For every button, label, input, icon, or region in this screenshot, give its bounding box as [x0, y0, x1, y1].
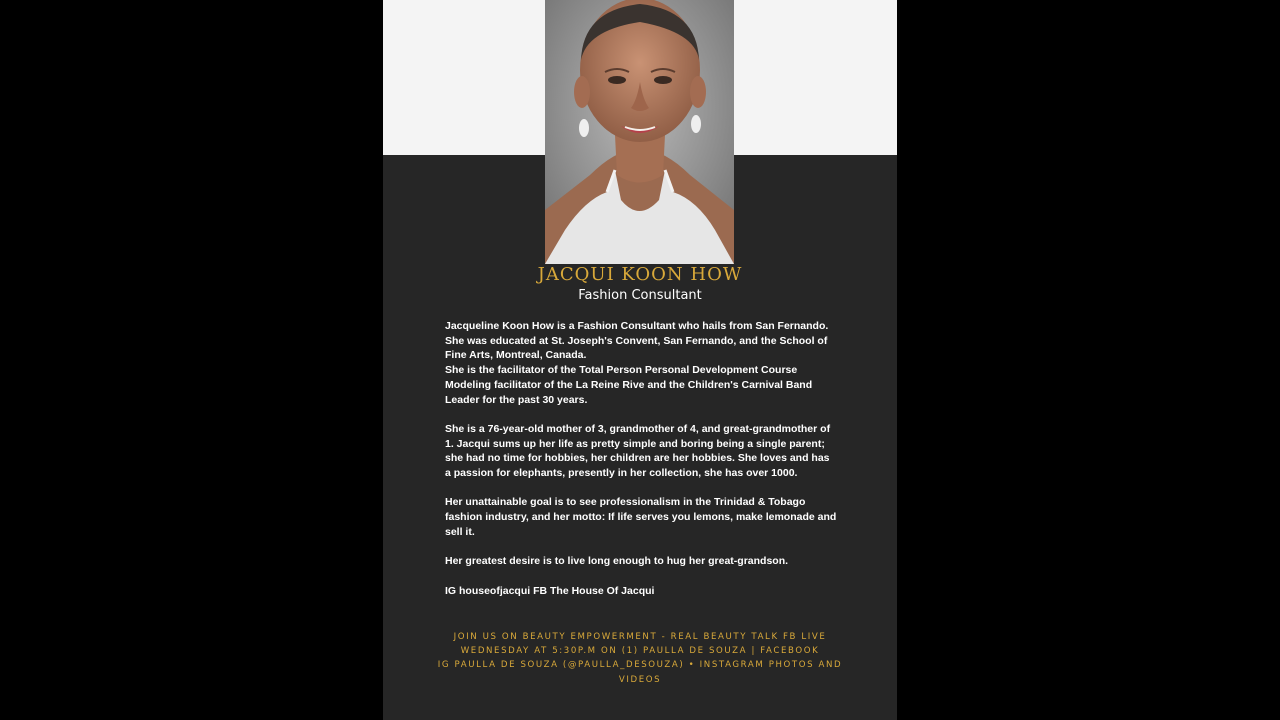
- bio-paragraph: She is the facilitator of the Total Person Personal Development Course Modeling facilitator of the La Reine Rive and the Children's Carnival Band Leader for the past 30 years.: [445, 364, 813, 406]
- bio-paragraph: Jacqueline Koon How is a Fashion Consultant who hails from San Fernando. She was educated at St. Joseph's Convent, San Fernando, and the School of Fine Arts, Montreal, Canada.: [445, 320, 829, 362]
- footer-line: JOIN US ON BEAUTY EMPOWERMENT - REAL BEAUTY TALK FB LIVE: [453, 632, 827, 642]
- poster: [383, 0, 897, 720]
- portrait-illustration: [545, 0, 734, 264]
- bio-paragraph: Her greatest desire is to live long enough to hug her great-grandson.: [445, 555, 789, 568]
- social-handles: IG houseofjacqui FB The House Of Jacqui: [445, 584, 655, 597]
- bio-paragraph: She is a 76-year-old mother of 3, grandmother of 4, and great-grandmother of 1. Jacqui sums up her life as pretty simple and boring being a single parent; she had no time for hobbies, her children are her hobbies. She loves and has a passion for elephants, presently in her collection, she has over 1000.: [445, 422, 831, 480]
- bio-text: [445, 319, 837, 598]
- bio-paragraph: Her unattainable goal is to see professionalism in the Trinidad & Tobago fashion industry, and her motto: If life serves you lemons, make lemonade and sell it.: [445, 496, 837, 538]
- event-footer: [423, 630, 857, 687]
- person-role: Fashion Consultant: [578, 288, 702, 303]
- footer-line: WEDNESDAY AT 5:30P.M ON (1) PAULLA DE SOUZA | FACEBOOK: [460, 646, 820, 657]
- person-name: JACQUI KOON HOW: [537, 264, 743, 285]
- portrait-photo: [545, 0, 734, 264]
- footer-line: IG PAULLA DE SOUZA (@PAULLA_DESOUZA) • INSTAGRAM PHOTOS AND VIDEOS: [437, 660, 843, 685]
